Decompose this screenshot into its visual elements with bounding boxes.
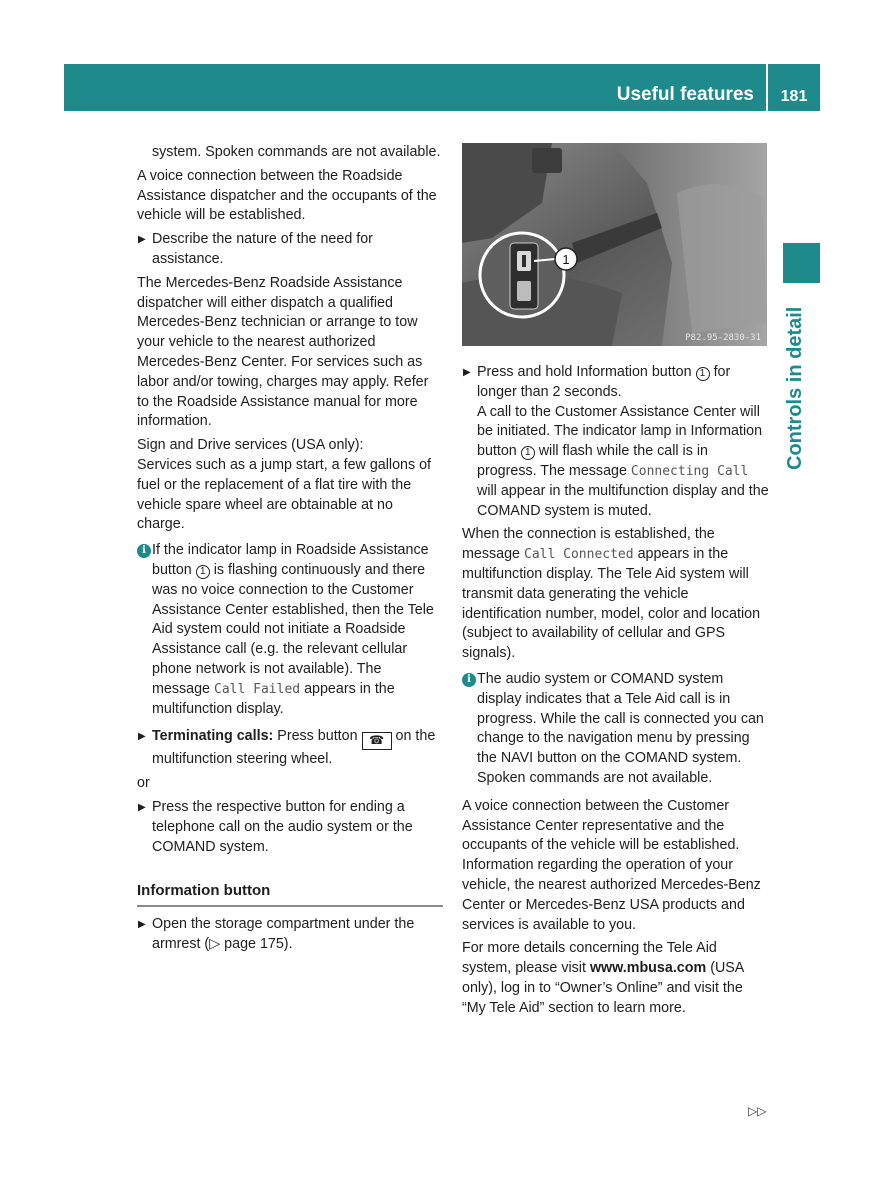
arrow-bullet-icon: ▶ xyxy=(463,367,471,378)
paragraph: The Mercedes-Benz Roadside Assistance dispatcher will either dispatch a qualified Mercedes-Benz technician or arrange to tow your vehicle to the nearest authorized Mercedes-Benz Center. For services such as labor and/or towing, charges may apply. Refer to the Roadside Assistance manual for more information. xyxy=(137,274,429,430)
section-heading: Information button xyxy=(137,881,443,907)
end-call-button-icon: ☎ xyxy=(362,732,392,750)
paragraph: system. Spoken commands are not available. xyxy=(152,144,441,160)
callout-number: 1 xyxy=(521,446,535,460)
info-note: i The audio system or COMAND system display indicates that a Tele Aid call is in progress. While the call is connected you can change to the navigation menu by pressing the NAVI button on the COMAND system. Spoken commands are not available. xyxy=(462,670,770,789)
right-column xyxy=(462,363,770,1023)
instruction-step: ▶ Terminating calls: Press button ☎ on the multifunction steering wheel. xyxy=(138,728,436,768)
page-ref-arrow-icon: ▷ xyxy=(209,935,221,952)
info-icon: i xyxy=(462,673,476,687)
or-separator: or xyxy=(137,775,150,792)
instruction-step: ▶ Press and hold Information button 1 for longer than 2 seconds. A call to the Customer Assistance Center will be initiated. The indicator lamp in Information button 1 will flash while the call is in progress. The message Connecting Call will appear in the multifunction display and the COMAND system is muted. xyxy=(463,364,769,519)
arrow-bullet-icon: ▶ xyxy=(138,801,146,813)
website-link[interactable]: www.mbusa.com xyxy=(589,960,707,977)
page-number-box xyxy=(768,64,820,111)
paragraph: Sign and Drive services (USA only): Services such as a jump start, a few gallons of fuel or the replacement of a flat tire with the vehicle spare wheel are obtainable at no charge. xyxy=(137,437,432,533)
info-note: i If the indicator lamp in Roadside Assistance button 1 is flashing continuously and there was no voice connection to the Customer Assistance Center established, then the Tele Aid system could not initiate a Roadside Assistance call (e.g. the relevant cellular phone network is not available). The message Call Failed appears in the multifunction display. xyxy=(137,541,443,719)
armrest-photo xyxy=(462,143,767,346)
paragraph: A voice connection between the Customer Assistance Center representative and the occupants of the vehicle will be established. Information regarding the operation of your vehicle, the nearest authorized Mercedes-Benz Center or Mercedes-Benz USA products and services is available to you. xyxy=(462,797,761,933)
paragraph: A voice connection between the Roadside Assistance dispatcher and the occupants of the vehicle will be established. xyxy=(137,167,437,224)
page-number: 181 xyxy=(780,88,808,105)
paragraph: For more details concerning the Tele Aid system, please visit www.mbusa.com (USA only), log in to “Owner’s Online” and visit the “My Tele Aid” section to learn more. xyxy=(462,940,744,1016)
header-band xyxy=(64,64,766,111)
armrest-illustration xyxy=(462,143,767,346)
instruction-step: ▶ Open the storage compartment under the armrest (▷ page 175). xyxy=(138,916,415,952)
section-title: Useful features xyxy=(616,84,754,105)
photo-callout-number: 1 xyxy=(562,252,570,267)
side-tab-label: Controls in detail xyxy=(784,306,806,470)
arrow-bullet-icon: ▶ xyxy=(138,919,146,931)
display-message: Call Connected xyxy=(524,547,634,563)
arrow-bullet-icon: ▶ xyxy=(138,731,146,743)
info-icon: i xyxy=(137,544,151,558)
paragraph: When the connection is established, the message Call Connected appears in the multifunction display. The Tele Aid system will transmit data generating the vehicle identification number, model, color and location (subject to availability of cellular and GPS signals). xyxy=(462,526,761,662)
display-message: Call Failed xyxy=(214,681,301,697)
continued-arrow-icon: ▷▷ xyxy=(748,1104,767,1118)
figure-code: P82.95-2830-31 xyxy=(685,333,761,343)
callout-number: 1 xyxy=(696,367,710,381)
callout-number: 1 xyxy=(196,565,210,579)
instruction-step: ▶ Press the respective button for ending a telephone call on the audio system or the COMAND system. xyxy=(138,798,413,855)
side-tab-marker xyxy=(783,243,820,283)
display-message: Connecting Call xyxy=(630,463,749,479)
arrow-bullet-icon: ▶ xyxy=(138,234,146,246)
left-column xyxy=(137,143,443,959)
instruction-step: ▶ Describe the nature of the need for assistance. xyxy=(138,231,373,267)
